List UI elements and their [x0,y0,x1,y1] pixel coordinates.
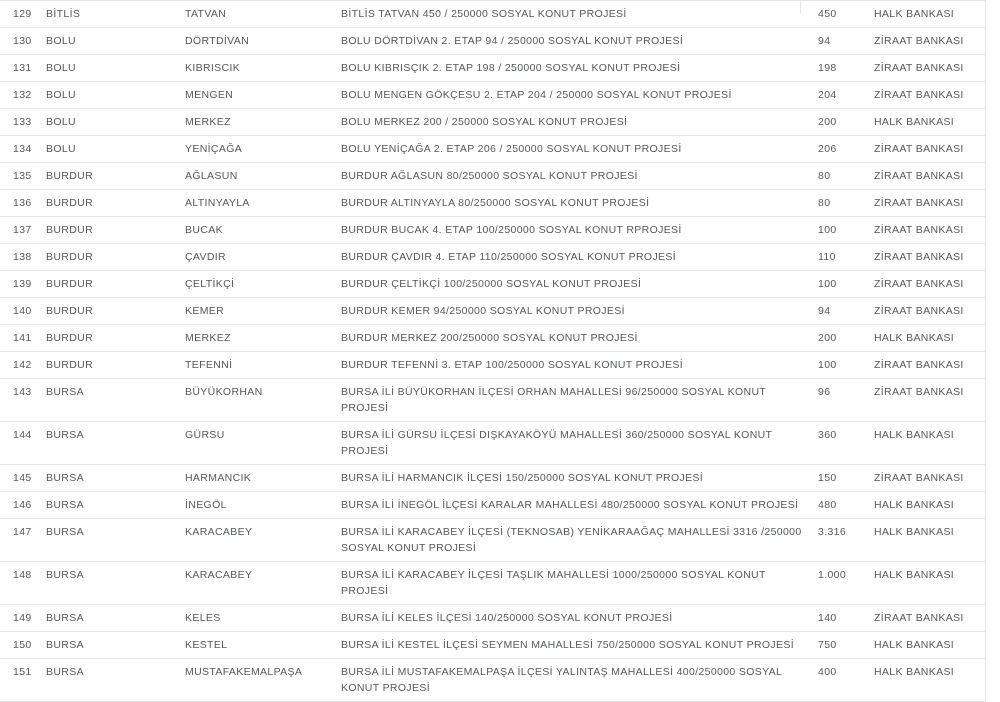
project-cell: BOLU MENGEN GÖKÇESU 2. ETAP 204 / 250000 SOSYAL KONUT PROJESİ [341,89,732,101]
province-cell: BURDUR [46,197,94,209]
table-row [0,271,985,298]
bank-cell: ZİRAAT BANKASI [874,305,964,317]
table-row [0,659,985,702]
bank-cell: ZİRAAT BANKASI [874,170,964,182]
province-cell: BURSA [46,429,84,441]
row-number-cell: 138 [13,251,32,263]
row-number-cell: 132 [13,89,32,101]
project-cell: BURSA İLİ KARACABEY İLÇESİ (TEKNOSAB) YENİKARAAĞAÇ MAHALLESİ 3316 /250000 SOSYAL KONUT PROJESİ [341,526,802,554]
count-cell: 100 [818,359,837,371]
table-row [0,632,985,659]
district-cell: ÇAVDIR [185,251,226,263]
row-number-cell: 134 [13,143,32,155]
count-cell: 100 [818,224,837,236]
province-cell: BURDUR [46,251,94,263]
count-cell: 450 [818,8,837,20]
project-cell: BURSA İLİ GÜRSU İLÇESİ DIŞKAYAKÖYÜ MAHALLESİ 360/250000 SOSYAL KONUT PROJESİ [341,429,773,457]
row-number-cell: 136 [13,197,32,209]
count-cell: 110 [818,251,836,263]
province-cell: BOLU [46,89,76,101]
district-cell: KIBRISCIK [185,62,241,74]
bank-cell: HALK BANKASI [874,666,955,678]
count-cell: 480 [818,499,837,511]
table-row [0,492,985,519]
table-row [0,1,985,28]
district-cell: YENİÇAĞA [185,143,243,155]
table-row [0,190,985,217]
district-cell: GÜRSU [185,429,225,441]
district-cell: KARACABEY [185,526,253,538]
count-cell: 400 [818,666,837,678]
project-cell: BURSA İLİ KELES İLÇESİ 140/250000 SOSYAL KONUT PROJESİ [341,612,673,624]
row-number-cell: 144 [13,429,32,441]
row-number-cell: 150 [13,639,32,651]
row-number-cell: 135 [13,170,32,182]
bank-cell: HALK BANKASI [874,116,955,128]
row-number-cell: 143 [13,386,32,398]
bank-cell: HALK BANKASI [874,8,955,20]
bank-cell: ZİRAAT BANKASI [874,62,964,74]
projects-table-body [0,1,985,702]
table-row [0,352,985,379]
bank-cell: ZİRAAT BANKASI [874,224,964,236]
row-number-cell: 133 [13,116,32,128]
province-cell: BURDUR [46,224,94,236]
district-cell: AĞLASUN [185,170,238,182]
row-number-cell: 142 [13,359,32,371]
district-cell: DÖRTDİVAN [185,35,250,47]
bank-cell: ZİRAAT BANKASI [874,278,964,290]
table-row [0,325,985,352]
project-cell: BURSA İLİ KESTEL İLÇESİ SEYMEN MAHALLESİ 750/250000 SOSYAL KONUT PROJESİ [341,639,794,651]
count-cell: 80 [818,197,831,209]
count-cell: 94 [818,305,831,317]
province-cell: BURDUR [46,170,94,182]
province-cell: BURSA [46,569,84,581]
bank-cell: ZİRAAT BANKASI [874,89,964,101]
row-number-cell: 146 [13,499,32,511]
project-cell: BİTLİS TATVAN 450 / 250000 SOSYAL KONUT PROJESİ [341,8,627,20]
table-row [0,562,985,605]
count-cell: 200 [818,116,837,128]
count-cell: 360 [818,429,837,441]
bank-cell: ZİRAAT BANKASI [874,35,964,47]
table-row [0,379,985,422]
province-cell: BURDUR [46,305,94,317]
district-cell: KEMER [185,305,225,317]
bank-cell: ZİRAAT BANKASI [874,472,964,484]
bank-cell: HALK BANKASI [874,569,955,581]
bank-cell: HALK BANKASI [874,429,955,441]
table-row [0,109,985,136]
project-cell: BURDUR BUCAK 4. ETAP 100/250000 SOSYAL KONUT RPROJESİ [341,224,682,236]
project-cell: BURSA İLİ BÜYÜKORHAN İLÇESİ ORHAN MAHALLESİ 96/250000 SOSYAL KONUT PROJESİ [341,386,766,414]
project-cell: BURDUR ALTINYAYLA 80/250000 SOSYAL KONUT PROJESİ [341,197,650,209]
district-cell: MERKEZ [185,332,231,344]
count-cell: 150 [818,472,837,484]
province-cell: BURSA [46,472,84,484]
row-number-cell: 147 [13,526,32,538]
row-number-cell: 148 [13,569,32,581]
province-cell: BURSA [46,499,84,511]
count-cell: 140 [818,612,837,624]
project-cell: BURDUR ÇELTİKÇİ 100/250000 SOSYAL KONUT PROJESİ [341,278,642,290]
district-cell: KELES [185,612,221,624]
province-cell: BURSA [46,666,84,678]
district-cell: BÜYÜKORHAN [185,386,263,398]
province-cell: BOLU [46,62,76,74]
table-row [0,519,985,562]
district-cell: İNEGÖL [185,499,227,511]
count-cell: 200 [818,332,837,344]
table-row [0,422,985,465]
bank-cell: HALK BANKASI [874,526,955,538]
count-cell: 100 [818,278,837,290]
province-cell: BURDUR [46,332,94,344]
project-cell: BOLU KIBRISÇIK 2. ETAP 198 / 250000 SOSYAL KONUT PROJESİ [341,62,681,74]
count-cell: 204 [818,89,837,101]
district-cell: KESTEL [185,639,228,651]
project-cell: BOLU DÖRTDİVAN 2. ETAP 94 / 250000 SOSYAL KONUT PROJESİ [341,35,684,47]
province-cell: BURDUR [46,359,94,371]
district-cell: HARMANCIK [185,472,252,484]
project-cell: BURDUR AĞLASUN 80/250000 SOSYAL KONUT PROJESİ [341,170,638,182]
count-cell: 750 [818,639,837,651]
district-cell: MENGEN [185,89,234,101]
province-cell: BOLU [46,116,76,128]
count-cell: 1.000 [818,569,847,581]
project-cell: BURDUR MERKEZ 200/250000 SOSYAL KONUT PROJESİ [341,332,638,344]
table-row [0,163,985,190]
bank-cell: ZİRAAT BANKASI [874,251,964,263]
province-cell: BOLU [46,143,76,155]
province-cell: BURSA [46,639,84,651]
province-cell: BURDUR [46,278,94,290]
bank-cell: ZİRAAT BANKASI [874,197,964,209]
row-number-cell: 140 [13,305,32,317]
bank-cell: HALK BANKASI [874,332,955,344]
province-cell: BOLU [46,35,76,47]
count-cell: 96 [818,386,831,398]
table-row [0,28,985,55]
bank-cell: ZİRAAT BANKASI [874,386,964,398]
row-number-cell: 141 [13,332,32,344]
bank-cell: HALK BANKASI [874,499,955,511]
table-row [0,465,985,492]
row-number-cell: 137 [13,224,32,236]
district-cell: MERKEZ [185,116,231,128]
project-cell: BURDUR TEFENNİ 3. ETAP 100/250000 SOSYAL KONUT PROJESİ [341,359,683,371]
table-row [0,605,985,632]
district-cell: MUSTAFAKEMALPAŞA [185,666,303,678]
table-row [0,244,985,271]
province-cell: BURSA [46,386,84,398]
stray-divider-fragment [800,1,801,14]
district-cell: BUCAK [185,224,223,236]
district-cell: ÇELTİKÇİ [185,278,235,290]
row-number-cell: 130 [13,35,32,47]
row-number-cell: 131 [13,62,32,74]
count-cell: 80 [818,170,831,182]
bank-cell: ZİRAAT BANKASI [874,143,964,155]
project-cell: BOLU MERKEZ 200 / 250000 SOSYAL KONUT PROJESİ [341,116,628,128]
province-cell: BİTLİS [46,8,81,20]
project-cell: BOLU YENİÇAĞA 2. ETAP 206 / 250000 SOSYAL KONUT PROJESİ [341,143,682,155]
province-cell: BURSA [46,526,84,538]
row-number-cell: 151 [13,666,32,678]
project-cell: BURSA İLİ İNEGÖL İLÇESİ KARALAR MAHALLESİ 480/250000 SOSYAL KONUT PROJESİ [341,499,799,511]
table-row [0,298,985,325]
project-cell: BURSA İLİ KARACABEY İLÇESİ TAŞLIK MAHALLESİ 1000/250000 SOSYAL KONUT PROJESİ [341,569,766,597]
district-cell: KARACABEY [185,569,253,581]
row-number-cell: 145 [13,472,32,484]
bank-cell: ZİRAAT BANKASI [874,612,964,624]
count-cell: 94 [818,35,831,47]
row-number-cell: 139 [13,278,32,290]
table-row [0,82,985,109]
row-number-cell: 149 [13,612,32,624]
table-row [0,217,985,244]
count-cell: 3.316 [818,526,847,538]
district-cell: TEFENNİ [185,359,233,371]
table-row [0,55,985,82]
bank-cell: HALK BANKASI [874,639,955,651]
bank-cell: ZİRAAT BANKASI [874,359,964,371]
project-cell: BURSA İLİ HARMANCIK İLÇESİ 150/250000 SOSYAL KONUT PROJESİ [341,472,704,484]
project-cell: BURDUR KEMER 94/250000 SOSYAL KONUT PROJESİ [341,305,625,317]
province-cell: BURSA [46,612,84,624]
district-cell: ALTINYAYLA [185,197,250,209]
row-number-cell: 129 [13,8,32,20]
project-cell: BURSA İLİ MUSTAFAKEMALPAŞA İLÇESİ YALINTAŞ MAHALLESİ 400/250000 SOSYAL KONUT PROJESİ [341,666,782,694]
table-row [0,136,985,163]
district-cell: TATVAN [185,8,227,20]
project-cell: BURDUR ÇAVDIR 4. ETAP 110/250000 SOSYAL KONUT PROJESİ [341,251,677,263]
count-cell: 198 [818,62,837,74]
count-cell: 206 [818,143,837,155]
